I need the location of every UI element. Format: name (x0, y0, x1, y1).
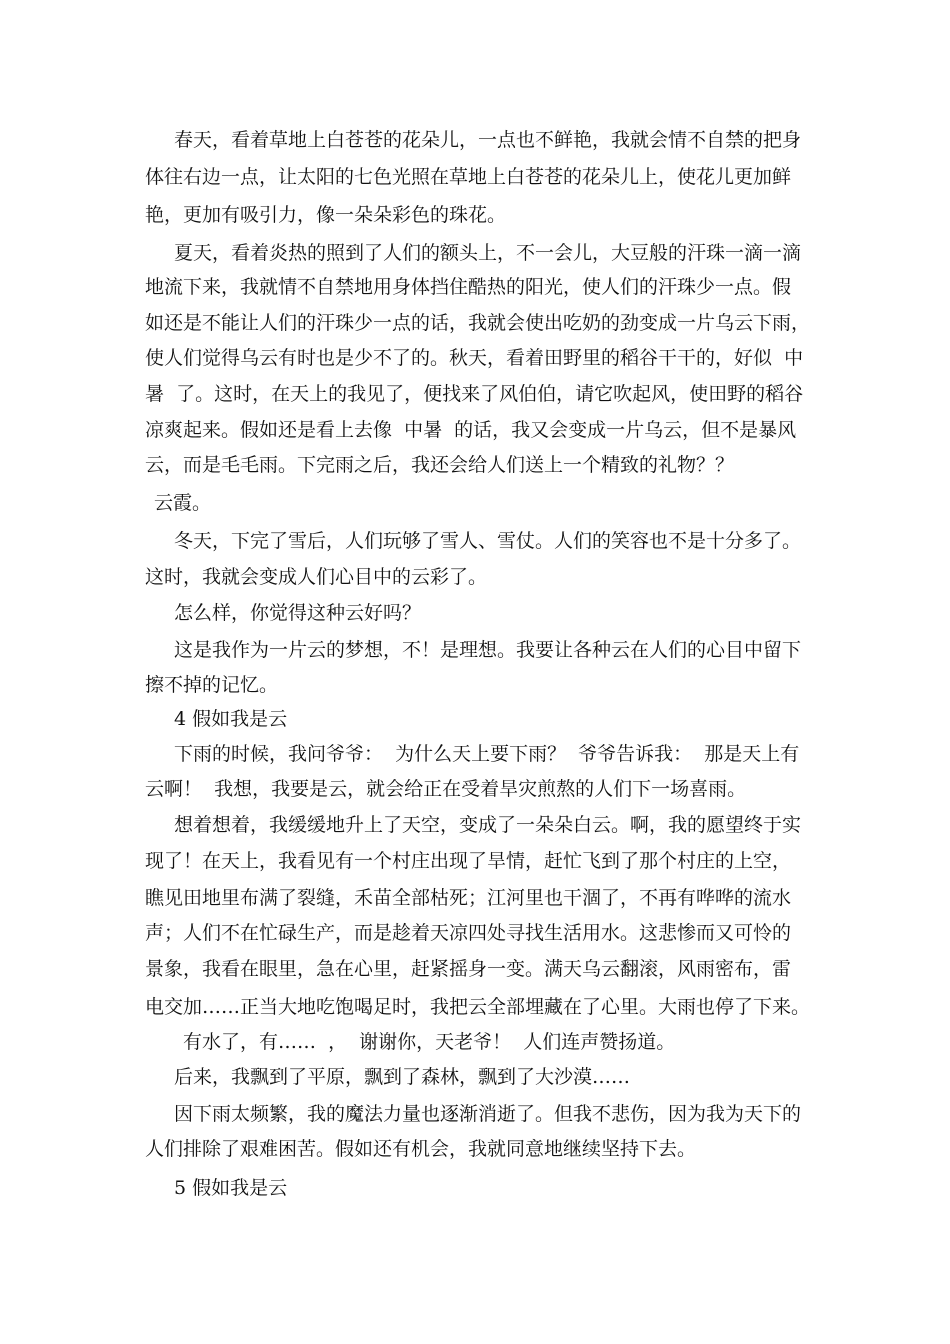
text-line: 云霞。 (154, 492, 212, 514)
text-line: 夏天，看着炎热的照到了人们的额头上，不一会儿，大豆般的汗珠一滴一滴 (174, 242, 802, 264)
text-line: 这是我作为一片云的梦想，不！是理想。我要让各种云在人们的心目中留下 (174, 639, 802, 661)
text-line: 怎么样，你觉得这种云好吗？ (174, 602, 422, 624)
text-line: 人们排除了艰难困苦。假如还有机会，我就同意地继续坚持下去。 (145, 1138, 697, 1160)
text-line: 瞧见田地里布满了裂缝，禾苗全部枯死；江河里也干涸了，不再有哗哗的流水 (145, 887, 792, 909)
text-line: 暑 了。这时，在天上的我见了，便找来了风伯伯，请它吹起风，使田野的稻谷 (145, 383, 804, 405)
text-line: 电交加……正当大地吃饱喝足时，我把云全部埋藏在了心里。大雨也停了下来。 (145, 996, 811, 1018)
text-line: 如还是不能让人们的汗珠少一点的话，我就会使出吃奶的劲变成一片乌云下雨， (145, 312, 811, 334)
text-line: 云啊！ 我想，我要是云，就会给正在受着旱灾煎熬的人们下一场喜雨。 (145, 778, 747, 800)
text-line: 下雨的时候，我问爷爷： 为什么天上要下雨？ 爷爷告诉我： 那是天上有 (174, 743, 800, 765)
text-line: 云，而是毛毛雨。下完雨之后，我还会给人们送上一个精致的礼物？？ (145, 454, 735, 476)
text-line: 景象，我看在眼里，急在心里，赶紧摇身一变。满天乌云翻滚，风雨密布，雷 (145, 958, 792, 980)
text-line: 这时，我就会变成人们心目中的云彩了。 (145, 566, 488, 588)
section-heading: 4 假如我是云 (174, 708, 288, 730)
text-line: 使人们觉得乌云有时也是少不了的。秋天，看着田野里的稻谷干干的，好似 中 (145, 347, 804, 369)
text-line: 想着想着，我缓缓地升上了天空，变成了一朵朵白云。啊，我的愿望终于实 (174, 814, 802, 836)
text-line: 后来，我飘到了平原，飘到了森林，飘到了大沙漠…… (174, 1066, 631, 1088)
text-line: 冬天，下完了雪后，人们玩够了雪人、雪仗。人们的笑容也不是十分多了。 (174, 530, 802, 552)
section-heading: 5 假如我是云 (174, 1177, 288, 1199)
text-line: 凉爽起来。假如还是看上去像 中暑 的话，我又会变成一片乌云，但不是暴风 (145, 419, 797, 441)
text-line: 声；人们不在忙碌生产，而是趁着天凉四处寻找生活用水。这悲惨而又可怜的 (145, 922, 792, 944)
text-line: 体往右边一点，让太阳的七色光照在草地上白苍苍的花朵儿上，使花儿更加鲜 (145, 166, 792, 188)
text-line: 春天，看着草地上白苍苍的花朵儿，一点也不鲜艳，我就会情不自禁的把身 (174, 129, 802, 151)
text-line: 艳，更加有吸引力，像一朵朵彩色的珠花。 (145, 204, 507, 226)
text-line: 因下雨太频繁，我的魔法力量也逐渐消逝了。但我不悲伤，因为我为天下的 (174, 1103, 802, 1125)
text-line: 现了！在天上，我看见有一个村庄出现了旱情，赶忙飞到了那个村庄的上空， (145, 850, 792, 872)
text-line: 擦不掉的记忆。 (145, 674, 279, 696)
text-line: 有水了，有…… ， 谢谢你，天老爷！ 人们连声赞扬道。 (183, 1031, 676, 1053)
text-line: 地流下来，我就情不自禁地用身体挡住酷热的阳光，使人们的汗珠少一点。假 (145, 276, 792, 298)
